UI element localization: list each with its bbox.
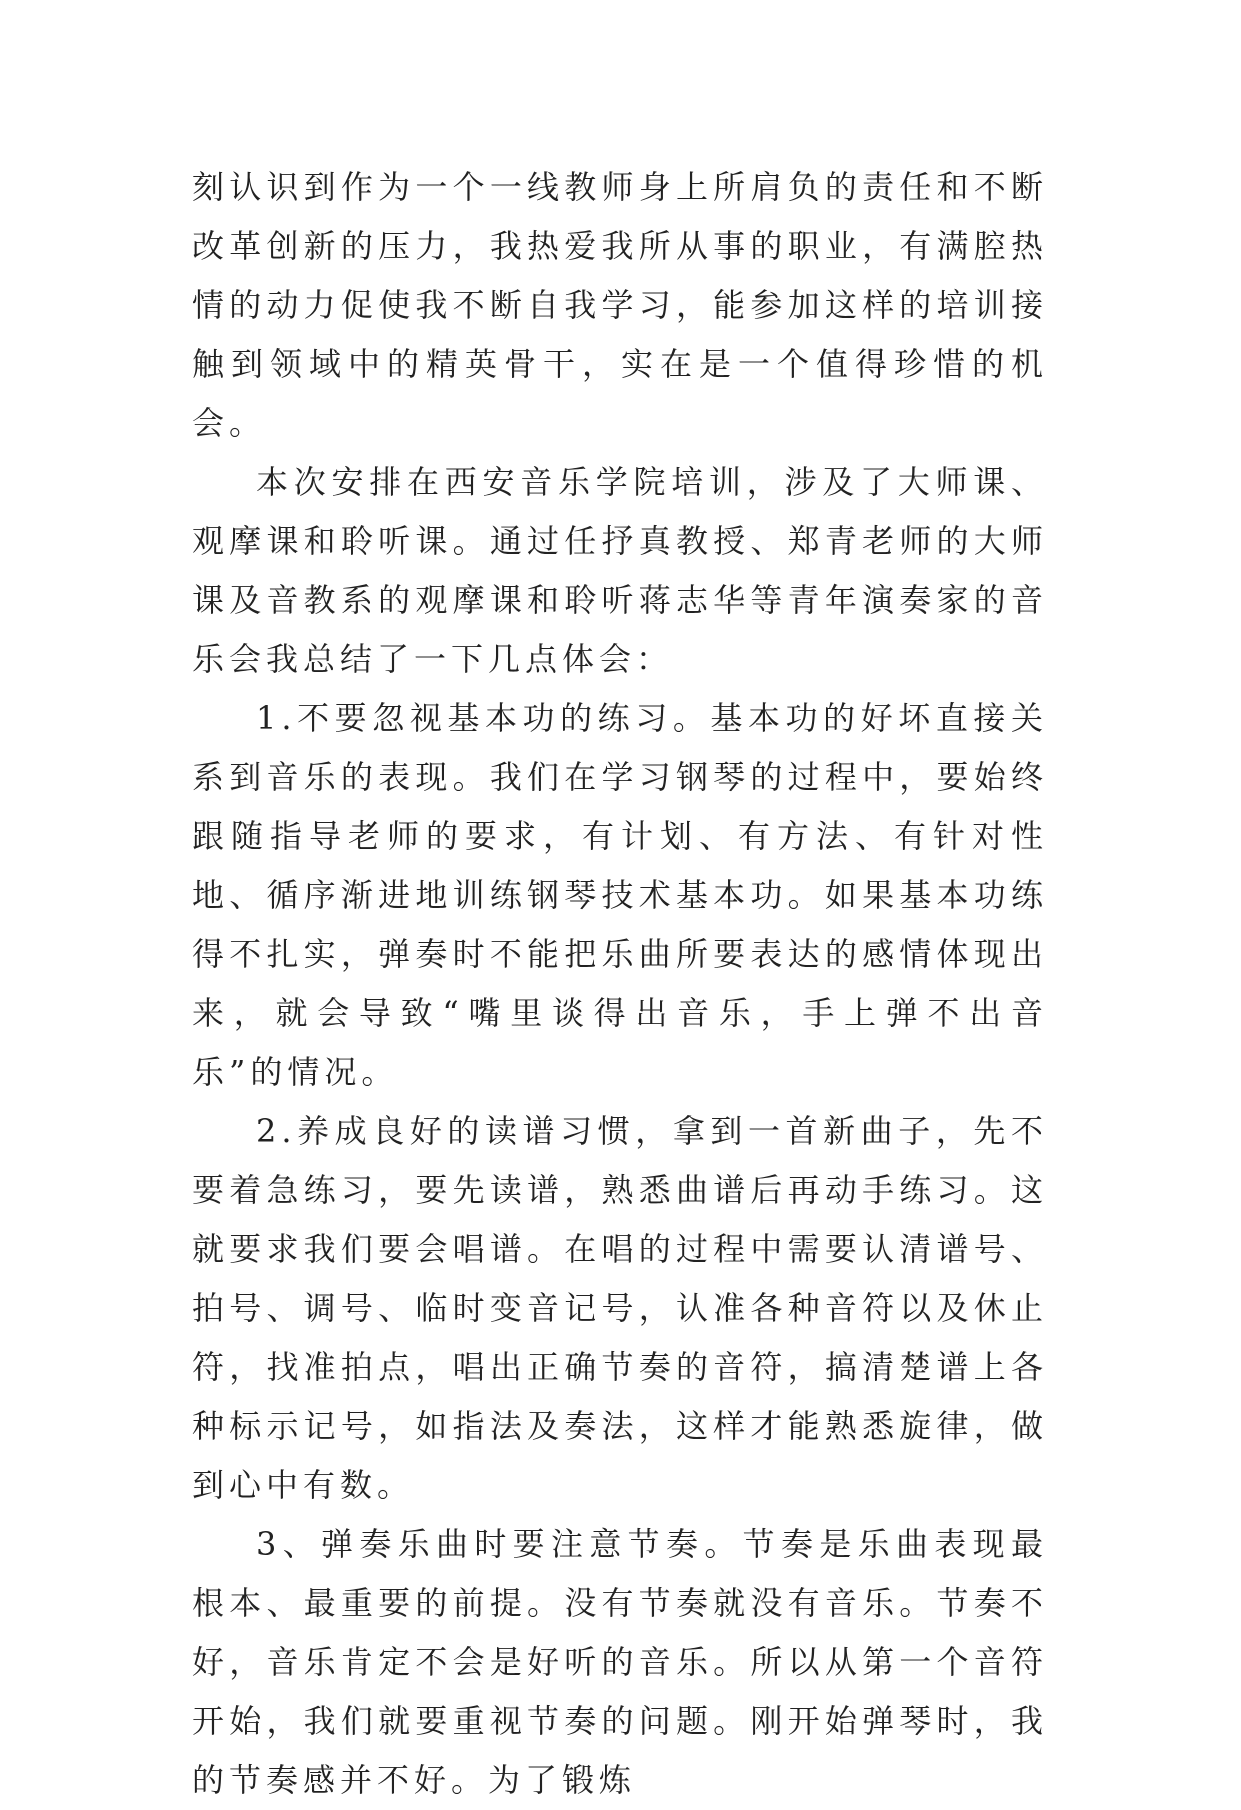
paragraph-training-intro: 本次安排在西安音乐学院培训，涉及了大师课、观摩课和聆听课。通过任抒真教授、郑青老师的大师课及音教系的观摩课和聆听蒋志华等青年演奏家的音乐会我总结了一下几点体会： — [192, 463, 1048, 678]
paragraph-continuation: 刻认识到作为一个一线教师身上所肩负的责任和不断改革创新的压力，我热爱我所从事的职业，有满腔热情的动力促使我不断自我学习，能参加这样的培训接触到领域中的精英骨干，实在是一个值得珍惜的机会。 — [192, 168, 1048, 442]
paragraph-point-1: 1.不要忽视基本功的练习。基本功的好坏直接关系到音乐的表现。我们在学习钢琴的过程中，要始终跟随指导老师的要求，有计划、有方法、有针对性地、循序渐进地训练钢琴技术基本功。如果基本功练得不扎实，弹奏时不能把乐曲所要表达的感情体现出来，就会导致“嘴里谈得出音乐，手上弹不出音乐”的情况。 — [192, 699, 1048, 1091]
paragraph-point-3: 3、弹奏乐曲时要注意节奏。节奏是乐曲表现最根本、最重要的前提。没有节奏就没有音乐。节奏不好，音乐肯定不会是好听的音乐。所以从第一个音符开始，我们就要重视节奏的问题。刚开始弹琴时，我的节奏感并不好。为了锻炼 — [192, 1525, 1048, 1799]
document-body — [192, 158, 1048, 1810]
paragraph-point-2: 2.养成良好的读谱习惯，拿到一首新曲子，先不要着急练习，要先读谱，熟悉曲谱后再动手练习。这就要求我们要会唱谱。在唱的过程中需要认清谱号、拍号、调号、临时变音记号，认准各种音符以及休止符，找准拍点，唱出正确节奏的音符，搞清楚谱上各种标示记号，如指法及奏法，这样才能熟悉旋律，做到心中有数。 — [192, 1112, 1048, 1504]
